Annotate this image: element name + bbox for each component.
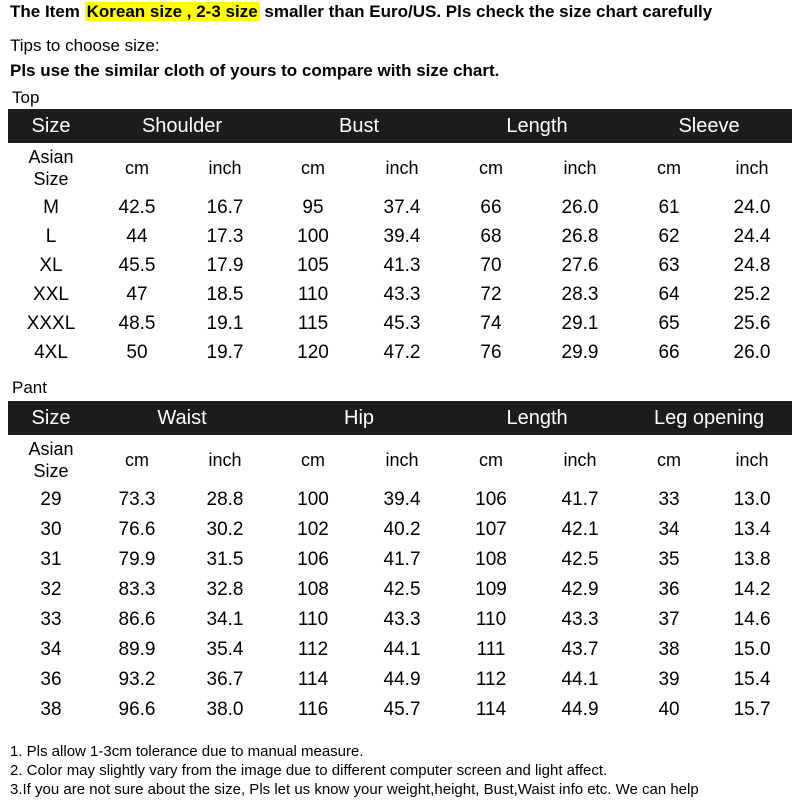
pant-size-cell: 33 bbox=[40, 609, 62, 630]
pant-value-cell: 14.2 bbox=[733, 579, 771, 600]
top-value-cell: 29.9 bbox=[561, 341, 599, 363]
pant-value-cell: 35 bbox=[658, 549, 680, 570]
top-size-table bbox=[8, 109, 792, 367]
tips-title: Tips to choose size: bbox=[10, 36, 160, 55]
pant-header-hip: Hip bbox=[270, 401, 448, 435]
pant-value-cell: 102 bbox=[297, 519, 329, 540]
pant-value-cell: 93.2 bbox=[118, 669, 156, 690]
top-value-cell: 37.4 bbox=[383, 196, 421, 218]
pant-value-cell: 33 bbox=[658, 489, 680, 510]
headline-highlight: Korean size , 2-3 size bbox=[86, 2, 258, 21]
note-line: 1. Pls allow 1-3cm tolerance due to manual measure. bbox=[10, 743, 364, 760]
pant-header-row bbox=[8, 401, 792, 435]
top-value-cell: 25.2 bbox=[733, 283, 771, 305]
pant-value-cell: 112 bbox=[297, 639, 329, 660]
unit-cell: inch bbox=[735, 158, 769, 178]
top-size-cell: M bbox=[43, 196, 59, 218]
top-value-cell: 42.5 bbox=[118, 196, 156, 218]
unit-cell: inch bbox=[208, 158, 242, 178]
top-value-cell: 63 bbox=[658, 254, 680, 276]
top-size-cell: XXXL bbox=[26, 312, 76, 334]
pant-table-row bbox=[8, 545, 792, 575]
top-value-cell: 45.5 bbox=[118, 254, 156, 276]
top-value-cell: 68 bbox=[480, 225, 502, 247]
top-value-cell: 76 bbox=[480, 341, 502, 363]
top-value-cell: 50 bbox=[126, 341, 148, 363]
pant-table-row bbox=[8, 605, 792, 635]
top-value-cell: 66 bbox=[480, 196, 502, 218]
pant-value-cell: 114 bbox=[475, 699, 507, 720]
unit-cell: inch bbox=[563, 450, 597, 470]
top-value-cell: 47 bbox=[126, 283, 148, 305]
pant-value-cell: 36.7 bbox=[206, 669, 244, 690]
note-line: 3.If you are not sure about the size, Pls let us know your weight,height, Bust,Waist info etc. We can help bbox=[10, 781, 699, 798]
top-value-cell: 27.6 bbox=[561, 254, 599, 276]
top-header-shoulder: Shoulder bbox=[94, 109, 270, 143]
unit-cell: inch bbox=[208, 450, 242, 470]
top-table-row bbox=[8, 280, 792, 309]
top-unit-row bbox=[8, 143, 792, 193]
top-value-cell: 41.3 bbox=[383, 254, 421, 276]
top-value-cell: 62 bbox=[658, 225, 680, 247]
top-size-cell: 4XL bbox=[34, 341, 68, 363]
pant-value-cell: 34 bbox=[658, 519, 680, 540]
top-header-row bbox=[8, 109, 792, 143]
top-value-cell: 29.1 bbox=[561, 312, 599, 334]
pant-value-cell: 37 bbox=[658, 609, 680, 630]
unit-cell: inch bbox=[385, 450, 419, 470]
pant-size-cell: 31 bbox=[40, 549, 62, 570]
pant-value-cell: 43.3 bbox=[561, 609, 599, 630]
top-value-cell: 39.4 bbox=[383, 225, 421, 247]
note-line: 2. Color may slightly vary from the image due to different computer screen and light affect. bbox=[10, 762, 608, 779]
pant-value-cell: 96.6 bbox=[118, 699, 156, 720]
top-size-cell: L bbox=[45, 225, 57, 247]
top-value-cell: 95 bbox=[302, 196, 324, 218]
pant-value-cell: 76.6 bbox=[118, 519, 156, 540]
top-value-cell: 65 bbox=[658, 312, 680, 334]
top-table-row bbox=[8, 338, 792, 367]
pant-size-cell: 29 bbox=[40, 489, 62, 510]
pant-table-row bbox=[8, 515, 792, 545]
pant-value-cell: 13.4 bbox=[733, 519, 771, 540]
top-table-row bbox=[8, 309, 792, 338]
pant-value-cell: 15.0 bbox=[733, 639, 771, 660]
pant-header-leg-opening: Leg opening bbox=[626, 401, 792, 435]
pant-value-cell: 13.0 bbox=[733, 489, 771, 510]
pant-value-cell: 35.4 bbox=[206, 639, 244, 660]
top-value-cell: 44 bbox=[126, 225, 148, 247]
pant-value-cell: 108 bbox=[475, 549, 507, 570]
pant-asian-size-label: Asian Size bbox=[28, 439, 74, 481]
top-value-cell: 19.1 bbox=[206, 312, 244, 334]
pant-value-cell: 44.1 bbox=[383, 639, 421, 660]
pant-header-length: Length bbox=[448, 401, 626, 435]
pant-value-cell: 116 bbox=[297, 699, 329, 720]
pant-value-cell: 106 bbox=[297, 549, 329, 570]
pant-value-cell: 111 bbox=[476, 639, 506, 660]
pant-size-cell: 38 bbox=[40, 699, 62, 720]
pant-section-label: Pant bbox=[12, 378, 47, 397]
pant-value-cell: 36 bbox=[658, 579, 680, 600]
headline bbox=[10, 1, 712, 23]
pant-header-size: Size bbox=[8, 401, 94, 435]
pant-value-cell: 41.7 bbox=[561, 489, 599, 510]
top-value-cell: 17.9 bbox=[206, 254, 244, 276]
top-value-cell: 17.3 bbox=[206, 225, 244, 247]
top-value-cell: 26.8 bbox=[561, 225, 599, 247]
top-section-label: Top bbox=[12, 88, 40, 107]
headline-suffix: smaller than Euro/US. Pls check the size chart carefully bbox=[259, 2, 713, 21]
top-value-cell: 61 bbox=[658, 196, 680, 218]
top-value-cell: 24.4 bbox=[733, 225, 771, 247]
top-header-sleeve: Sleeve bbox=[626, 109, 792, 143]
pant-value-cell: 110 bbox=[297, 609, 329, 630]
top-value-cell: 28.3 bbox=[561, 283, 599, 305]
pant-size-cell: 32 bbox=[40, 579, 62, 600]
pant-size-table bbox=[8, 401, 792, 725]
top-header-size: Size bbox=[8, 109, 94, 143]
top-value-cell: 43.3 bbox=[383, 283, 421, 305]
pant-value-cell: 39 bbox=[658, 669, 680, 690]
top-table-row bbox=[8, 222, 792, 251]
top-size-cell: XXL bbox=[33, 283, 69, 305]
top-value-cell: 25.6 bbox=[733, 312, 771, 334]
pant-value-cell: 30.2 bbox=[206, 519, 244, 540]
pant-value-cell: 31.5 bbox=[206, 549, 244, 570]
top-value-cell: 74 bbox=[480, 312, 502, 334]
top-value-cell: 100 bbox=[297, 225, 329, 247]
pant-value-cell: 42.5 bbox=[561, 549, 599, 570]
notes bbox=[10, 742, 699, 799]
unit-cell: cm bbox=[125, 158, 149, 178]
unit-cell: inch bbox=[385, 158, 419, 178]
top-size-cell: XL bbox=[39, 254, 63, 276]
pant-value-cell: 40 bbox=[658, 699, 680, 720]
top-value-cell: 45.3 bbox=[383, 312, 421, 334]
top-value-cell: 115 bbox=[297, 312, 329, 334]
pant-value-cell: 100 bbox=[297, 489, 329, 510]
pant-table-row bbox=[8, 575, 792, 605]
pant-value-cell: 28.8 bbox=[206, 489, 244, 510]
unit-cell: inch bbox=[563, 158, 597, 178]
pant-value-cell: 79.9 bbox=[118, 549, 156, 570]
pant-value-cell: 73.3 bbox=[118, 489, 156, 510]
pant-value-cell: 15.4 bbox=[733, 669, 771, 690]
unit-cell: cm bbox=[657, 450, 682, 470]
headline-prefix: The Item bbox=[10, 2, 85, 21]
unit-cell: cm bbox=[301, 450, 326, 470]
pant-value-cell: 43.7 bbox=[561, 639, 599, 660]
unit-cell: cm bbox=[301, 158, 325, 178]
pant-value-cell: 42.1 bbox=[561, 519, 599, 540]
top-value-cell: 70 bbox=[480, 254, 502, 276]
top-value-cell: 120 bbox=[297, 341, 329, 363]
pant-value-cell: 108 bbox=[297, 579, 329, 600]
pant-value-cell: 109 bbox=[475, 579, 507, 600]
top-value-cell: 18.5 bbox=[206, 283, 244, 305]
pant-value-cell: 44.1 bbox=[561, 669, 599, 690]
pant-value-cell: 42.5 bbox=[383, 579, 421, 600]
unit-cell: cm bbox=[479, 158, 503, 178]
top-value-cell: 19.7 bbox=[206, 341, 244, 363]
top-value-cell: 105 bbox=[297, 254, 329, 276]
top-value-cell: 66 bbox=[658, 341, 680, 363]
top-value-cell: 26.0 bbox=[561, 196, 599, 218]
pant-value-cell: 106 bbox=[475, 489, 507, 510]
top-value-cell: 24.8 bbox=[733, 254, 771, 276]
top-table-row bbox=[8, 251, 792, 280]
unit-cell: cm bbox=[125, 450, 149, 470]
top-value-cell: 48.5 bbox=[118, 312, 156, 334]
unit-cell: cm bbox=[657, 158, 682, 178]
unit-cell: inch bbox=[735, 450, 769, 470]
pant-value-cell: 34.1 bbox=[206, 609, 244, 630]
pant-unit-row bbox=[8, 435, 792, 485]
top-value-cell: 110 bbox=[297, 283, 329, 305]
pant-value-cell: 86.6 bbox=[118, 609, 156, 630]
pant-table-row bbox=[8, 485, 792, 515]
top-value-cell: 64 bbox=[658, 283, 680, 305]
top-value-cell: 26.0 bbox=[733, 341, 771, 363]
pant-value-cell: 40.2 bbox=[383, 519, 421, 540]
pant-value-cell: 83.3 bbox=[118, 579, 156, 600]
pant-value-cell: 15.7 bbox=[733, 699, 771, 720]
top-header-bust: Bust bbox=[270, 109, 448, 143]
unit-cell: cm bbox=[479, 450, 504, 470]
pant-table-row bbox=[8, 635, 792, 665]
top-value-cell: 47.2 bbox=[383, 341, 421, 363]
pant-value-cell: 14.6 bbox=[733, 609, 771, 630]
pant-value-cell: 89.9 bbox=[118, 639, 156, 660]
pant-size-cell: 30 bbox=[40, 519, 62, 540]
top-value-cell: 24.0 bbox=[733, 196, 771, 218]
pant-value-cell: 32.8 bbox=[206, 579, 244, 600]
top-asian-size-label: Asian Size bbox=[28, 147, 74, 189]
pant-value-cell: 38 bbox=[658, 639, 680, 660]
pant-value-cell: 114 bbox=[297, 669, 329, 690]
pant-value-cell: 41.7 bbox=[383, 549, 421, 570]
pant-value-cell: 44.9 bbox=[383, 669, 421, 690]
top-table-row bbox=[8, 193, 792, 222]
pant-table-row bbox=[8, 665, 792, 695]
pant-value-cell: 110 bbox=[475, 609, 507, 630]
top-header-length: Length bbox=[448, 109, 626, 143]
pant-value-cell: 45.7 bbox=[383, 699, 421, 720]
pant-value-cell: 42.9 bbox=[561, 579, 599, 600]
pant-value-cell: 13.8 bbox=[733, 549, 771, 570]
pant-value-cell: 38.0 bbox=[206, 699, 244, 720]
pant-table-row bbox=[8, 695, 792, 725]
pant-value-cell: 43.3 bbox=[383, 609, 421, 630]
pant-value-cell: 44.9 bbox=[561, 699, 599, 720]
pant-value-cell: 107 bbox=[475, 519, 507, 540]
pant-size-cell: 36 bbox=[40, 669, 62, 690]
pant-header-waist: Waist bbox=[94, 401, 270, 435]
top-value-cell: 72 bbox=[480, 283, 502, 305]
pant-value-cell: 112 bbox=[475, 669, 507, 690]
pant-value-cell: 39.4 bbox=[383, 489, 421, 510]
pant-size-cell: 34 bbox=[40, 639, 62, 660]
tips-instruction: Pls use the similar cloth of yours to compare with size chart. bbox=[10, 61, 500, 80]
top-value-cell: 16.7 bbox=[206, 196, 244, 218]
